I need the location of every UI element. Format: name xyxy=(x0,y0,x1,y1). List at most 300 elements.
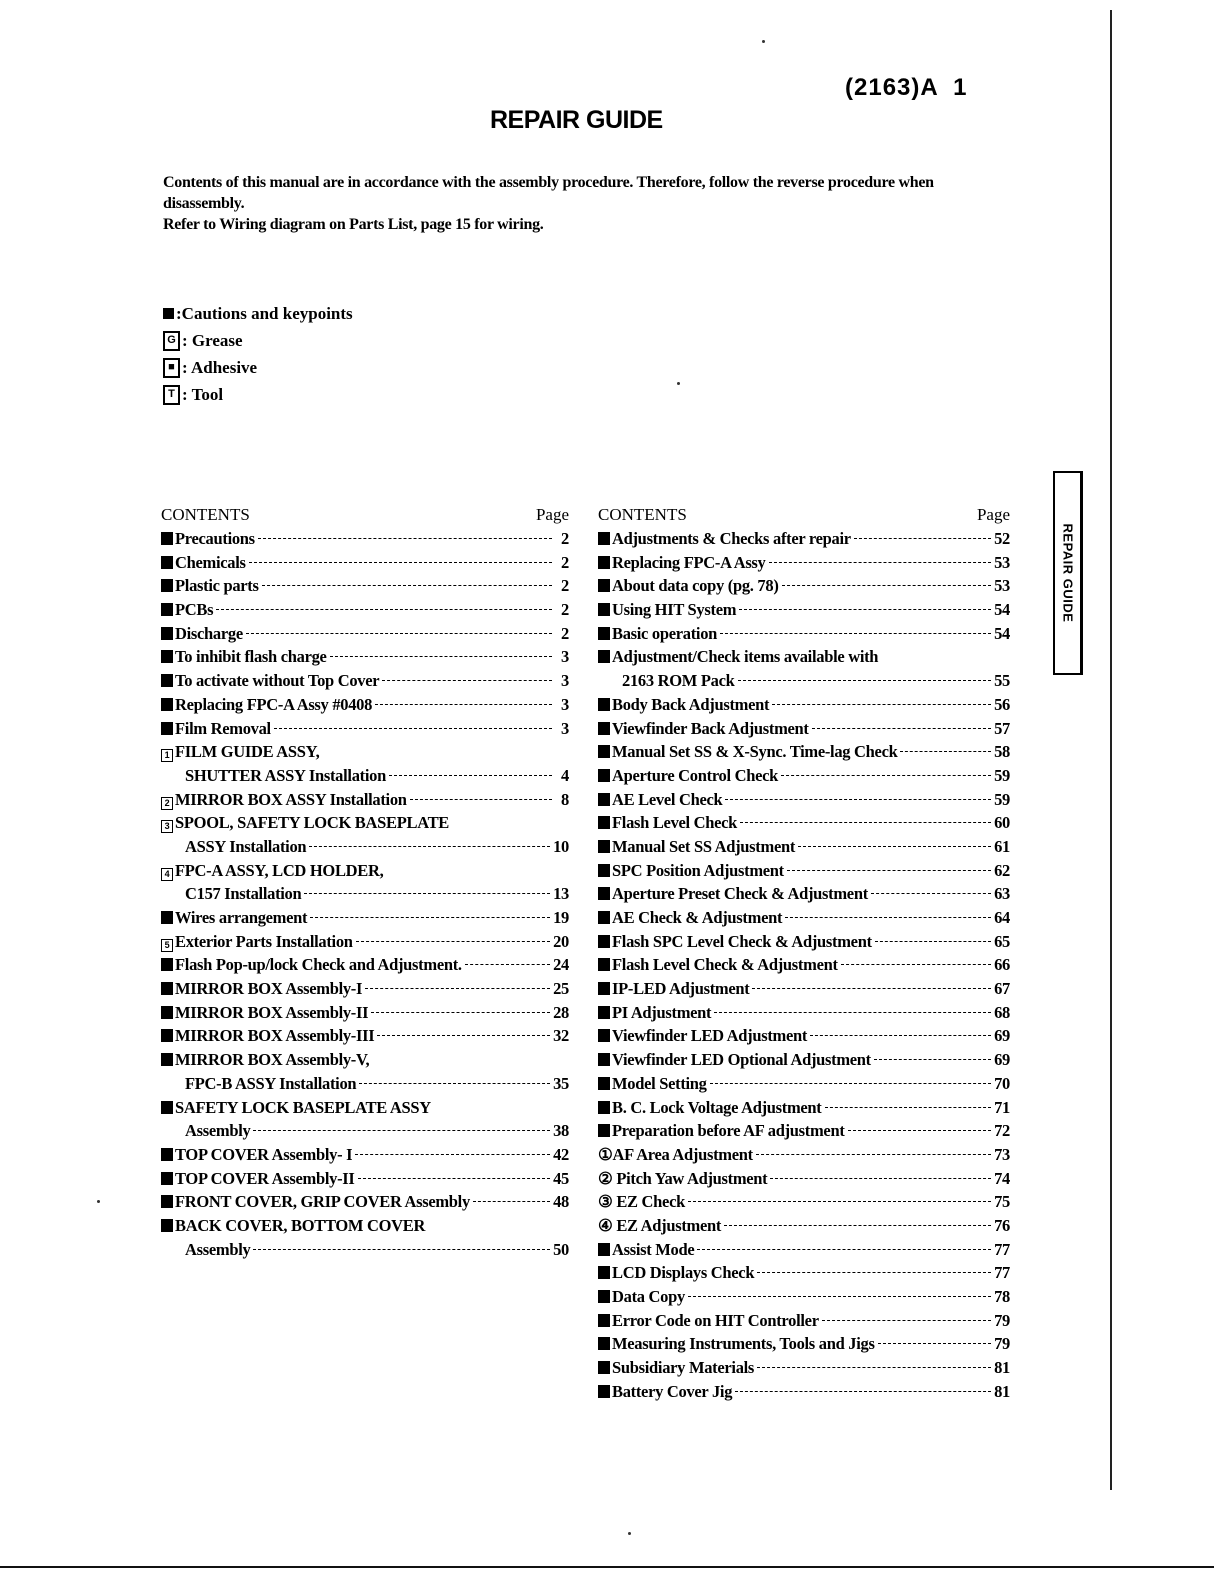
toc-entry-page: 75 xyxy=(994,1192,1010,1212)
toc-entry-label xyxy=(598,955,838,975)
toc-entry-label xyxy=(161,908,307,928)
toc-entry-text: AE Level Check xyxy=(612,789,723,809)
toc-entry xyxy=(161,1145,569,1169)
caution-square-icon xyxy=(161,674,173,687)
toc-entry-text: Manual Set SS Adjustment xyxy=(612,836,796,856)
toc-entry-text: BACK COVER, BOTTOM COVER xyxy=(175,1215,426,1235)
toc-entry xyxy=(598,742,1010,766)
toc-entry-label xyxy=(598,884,868,904)
caution-square-icon xyxy=(598,698,610,711)
caution-square-icon xyxy=(161,722,173,735)
caution-square-icon xyxy=(161,627,173,640)
dot-leader xyxy=(465,964,550,965)
toc-entry-page: 2 xyxy=(561,600,569,620)
toc-entry-label xyxy=(598,1263,754,1283)
toc-entry-label xyxy=(598,1287,685,1307)
toc-entry-text: Assembly xyxy=(185,1121,251,1141)
toc-entry xyxy=(598,1334,1010,1358)
caution-square-icon xyxy=(598,1266,610,1279)
dot-leader xyxy=(697,1249,991,1250)
scan-speck xyxy=(628,1532,631,1535)
toc-entry-text: TOP COVER Assembly-II xyxy=(175,1168,355,1188)
toc-entry-text: Body Back Adjustment xyxy=(612,694,770,714)
caution-square-icon xyxy=(598,1029,610,1042)
toc-entry xyxy=(161,979,569,1003)
toc-entry-label xyxy=(161,884,301,904)
caution-square-icon xyxy=(161,1148,173,1161)
toc-entry-text: To activate without Top Cover xyxy=(175,671,380,691)
toc-entry xyxy=(161,1050,569,1074)
toc-entry-label xyxy=(598,861,784,881)
toc-entry-text: B. C. Lock Voltage Adjustment xyxy=(612,1097,822,1117)
toc-entry xyxy=(598,1358,1010,1382)
caution-square-icon xyxy=(598,627,610,640)
toc-entry-text: Subsidiary Materials xyxy=(612,1358,755,1378)
toc-entry-page: 45 xyxy=(553,1168,569,1188)
dot-leader xyxy=(848,1130,992,1131)
dot-leader xyxy=(772,704,991,705)
toc-entry-page: 57 xyxy=(994,718,1010,738)
toc-entry xyxy=(598,576,1010,600)
scan-speck xyxy=(677,382,680,385)
toc-entry-page: 69 xyxy=(994,1050,1010,1070)
dot-leader xyxy=(330,656,552,657)
caution-square-icon xyxy=(598,1053,610,1066)
toc-entry-page: 3 xyxy=(561,694,569,714)
toc-entry-text: Data Copy xyxy=(612,1287,685,1306)
toc-entry-text: FPC-A ASSY, LCD HOLDER, xyxy=(175,860,384,880)
toc-entry-page: 35 xyxy=(553,1073,569,1093)
toc-entry-text: Replacing FPC-A Assy #0408 xyxy=(175,694,373,714)
toc-entry-text: Exterior Parts Installation xyxy=(175,931,353,951)
toc-entry-label xyxy=(161,1145,352,1165)
dot-leader xyxy=(871,893,991,894)
toc-entry-text: Adjustments & Checks after repair xyxy=(612,529,851,548)
caution-square-icon xyxy=(598,603,610,616)
toc-entry xyxy=(598,1192,1010,1216)
toc-entry-label xyxy=(598,1169,767,1189)
dot-leader xyxy=(739,609,991,610)
caution-square-icon xyxy=(598,1243,610,1256)
toc-entry-page: 56 xyxy=(994,694,1010,714)
toc-entry-page: 76 xyxy=(994,1215,1010,1235)
dot-leader xyxy=(825,1107,992,1108)
toc-entry-label xyxy=(161,1169,355,1189)
dot-leader xyxy=(253,1130,550,1131)
dot-leader xyxy=(841,964,991,965)
toc-entry-text: Viewfinder Back Adjustment xyxy=(612,718,809,738)
caution-square-icon xyxy=(161,911,173,924)
dot-leader xyxy=(725,799,991,800)
contents-left-column xyxy=(161,497,569,1263)
toc-entry-label xyxy=(161,766,386,786)
toc-entry-text: Discharge xyxy=(175,623,243,643)
toc-entry-text: Aperture Control Check xyxy=(612,765,779,785)
dot-leader xyxy=(757,1272,991,1273)
toc-entry xyxy=(598,1121,1010,1145)
dot-leader xyxy=(854,538,991,539)
toc-entry-label xyxy=(161,790,407,810)
caution-square-icon xyxy=(598,887,610,900)
toc-entry xyxy=(161,790,569,814)
legend-adhesive-label: : Adhesive xyxy=(182,358,258,377)
legend-grease-label: : Grease xyxy=(182,331,243,350)
toc-entry-label xyxy=(598,979,749,999)
toc-entry-label xyxy=(598,600,736,620)
contents-left-list xyxy=(161,529,569,1263)
caution-square-icon xyxy=(598,1337,610,1350)
caution-square-icon xyxy=(161,1195,173,1208)
toc-entry-label xyxy=(598,647,878,667)
dot-leader xyxy=(798,846,991,847)
toc-entry-page: 77 xyxy=(994,1263,1010,1283)
scan-edge-right xyxy=(1110,10,1112,1490)
caution-square-icon xyxy=(598,1124,610,1137)
toc-entry-text: MIRROR BOX Assembly-V, xyxy=(175,1050,370,1070)
toc-entry-page: 73 xyxy=(994,1144,1010,1164)
toc-entry-label xyxy=(161,1192,470,1212)
dot-leader xyxy=(359,1083,550,1084)
toc-entry xyxy=(598,1240,1010,1264)
caution-square-icon xyxy=(161,1006,173,1019)
dot-leader xyxy=(714,1012,991,1013)
toc-entry-label xyxy=(161,719,271,739)
toc-entry xyxy=(598,671,1010,695)
dot-leader xyxy=(769,562,992,563)
toc-entry-label xyxy=(598,1240,694,1260)
dot-leader xyxy=(782,585,992,586)
dot-leader xyxy=(310,917,550,918)
side-tab-label: REPAIR GUIDE xyxy=(1060,523,1075,623)
toc-entry-page: 38 xyxy=(553,1121,569,1141)
toc-entry xyxy=(161,1026,569,1050)
toc-entry-page: 77 xyxy=(994,1239,1010,1259)
caution-square-icon xyxy=(598,1077,610,1090)
toc-entry xyxy=(598,1074,1010,1098)
caution-square-icon xyxy=(598,793,610,806)
toc-entry xyxy=(161,529,569,553)
toc-entry-page: 59 xyxy=(994,789,1010,809)
caution-square-icon xyxy=(598,958,610,971)
intro-line-2: Refer to Wiring diagram on Parts List, page 15 for wiring. xyxy=(163,216,544,233)
toc-entry-page: 53 xyxy=(994,576,1010,596)
dot-leader xyxy=(258,538,552,539)
toc-entry-page: 66 xyxy=(994,955,1010,975)
toc-entry-text: C157 Installation xyxy=(185,884,302,904)
grease-icon: G xyxy=(163,331,180,351)
toc-entry-text: MIRROR BOX Assembly-III xyxy=(175,1026,375,1046)
page-heading: Page xyxy=(976,505,1010,524)
caution-square-icon xyxy=(598,1101,610,1114)
toc-entry xyxy=(598,1003,1010,1027)
toc-entry-label xyxy=(598,932,872,952)
toc-entry xyxy=(598,1382,1010,1406)
toc-entry-text: ③ EZ Check xyxy=(598,1192,685,1212)
toc-entry-text: Flash Pop-up/lock Check and Adjustment. xyxy=(175,955,462,975)
toc-entry-page: 61 xyxy=(994,836,1010,856)
toc-entry-label xyxy=(161,576,259,596)
caution-square-icon xyxy=(598,1006,610,1019)
toc-entry-label xyxy=(161,1240,250,1260)
toc-entry-text: Assembly xyxy=(185,1239,251,1259)
dot-leader xyxy=(875,941,991,942)
toc-entry-text: Model Setting xyxy=(612,1073,707,1093)
toc-entry-text: FPC-B ASSY Installation xyxy=(185,1073,357,1093)
toc-entry-label xyxy=(598,813,737,833)
toc-entry-page: 53 xyxy=(994,552,1010,572)
toc-entry-page: 28 xyxy=(553,1002,569,1022)
dot-leader xyxy=(309,846,550,847)
toc-entry-text: Viewfinder LED Adjustment xyxy=(612,1026,808,1046)
toc-entry xyxy=(161,1098,569,1122)
toc-entry-page: 59 xyxy=(994,765,1010,785)
toc-entry-page: 69 xyxy=(994,1026,1010,1046)
toc-entry xyxy=(598,1287,1010,1311)
toc-entry xyxy=(161,576,569,600)
scan-speck xyxy=(762,40,765,43)
toc-entry-page: 2 xyxy=(561,552,569,572)
toc-entry-page: 68 xyxy=(994,1002,1010,1022)
adhesive-icon: ■ xyxy=(163,358,180,378)
toc-entry xyxy=(598,695,1010,719)
dot-leader xyxy=(389,775,552,776)
caution-square-icon xyxy=(598,840,610,853)
toc-entry-page: 52 xyxy=(994,529,1010,548)
dot-leader xyxy=(246,633,552,634)
toc-entry xyxy=(161,553,569,577)
caution-square-icon xyxy=(161,1053,173,1066)
toc-entry-label xyxy=(598,529,851,549)
dot-leader xyxy=(688,1201,991,1202)
toc-entry-text: Chemicals xyxy=(175,552,246,572)
legend-tool xyxy=(163,381,353,408)
toc-entry-text: TOP COVER Assembly- I xyxy=(175,1144,353,1164)
dot-leader xyxy=(812,728,991,729)
toc-entry-page: 54 xyxy=(994,600,1010,620)
toc-entry xyxy=(161,1121,569,1145)
toc-entry xyxy=(161,932,569,956)
toc-entry xyxy=(598,529,1010,553)
toc-entry-text: Wires arrangement xyxy=(175,908,308,927)
toc-entry xyxy=(161,719,569,743)
dot-leader xyxy=(735,1391,991,1392)
toc-entry-label xyxy=(598,1074,707,1094)
toc-entry-text: Viewfinder LED Optional Adjustment xyxy=(612,1050,871,1070)
toc-entry-label xyxy=(161,553,246,573)
toc-entry-text: Flash Level Check & Adjustment xyxy=(612,955,838,975)
contents-heading: CONTENTS xyxy=(161,505,250,524)
toc-entry-label xyxy=(161,955,462,975)
toc-entry-label xyxy=(598,1003,711,1023)
page-heading: Page xyxy=(535,505,569,524)
toc-entry xyxy=(598,1311,1010,1335)
toc-entry-page: 81 xyxy=(994,1381,1010,1401)
toc-entry xyxy=(161,813,569,837)
toc-entry-label xyxy=(598,576,779,596)
toc-entry-page: 13 xyxy=(553,884,569,904)
toc-entry xyxy=(161,1169,569,1193)
dot-leader xyxy=(377,1035,550,1036)
contents-left-header xyxy=(161,497,569,525)
toc-entry-text: SPC Position Adjustment xyxy=(612,860,784,880)
toc-entry-label xyxy=(598,742,897,762)
toc-entry-text: SPOOL, SAFETY LOCK BASEPLATE xyxy=(175,813,449,833)
dot-leader xyxy=(822,1320,991,1321)
toc-entry-label xyxy=(161,1026,374,1046)
toc-entry xyxy=(598,647,1010,671)
toc-entry-label xyxy=(161,647,327,667)
toc-entry xyxy=(161,837,569,861)
dot-leader xyxy=(710,1083,991,1084)
legend-cautions xyxy=(163,300,353,327)
toc-entry xyxy=(161,1240,569,1264)
toc-entry-page: 64 xyxy=(994,908,1010,927)
caution-square-icon xyxy=(598,816,610,829)
toc-entry xyxy=(598,1026,1010,1050)
caution-square-icon xyxy=(598,1290,610,1303)
dot-leader xyxy=(756,1154,991,1155)
toc-entry xyxy=(598,1145,1010,1169)
toc-entry-page: 25 xyxy=(553,979,569,999)
toc-entry-label xyxy=(598,1216,721,1236)
dot-leader xyxy=(473,1201,550,1202)
toc-entry-label xyxy=(598,1192,685,1212)
toc-entry xyxy=(598,884,1010,908)
toc-entry-label xyxy=(598,553,766,573)
toc-entry-text: SAFETY LOCK BASEPLATE ASSY xyxy=(175,1097,431,1117)
toc-entry-text: Assist Mode xyxy=(612,1239,695,1259)
legend-tool-label: : Tool xyxy=(182,385,224,404)
intro-line-1: Contents of this manual are in accordance with the assembly procedure. Therefore, follow the reverse procedure when disassembly. xyxy=(163,174,934,212)
toc-entry-label xyxy=(161,932,353,952)
toc-entry xyxy=(161,1192,569,1216)
toc-entry xyxy=(161,908,569,932)
toc-entry-page: 70 xyxy=(994,1073,1010,1093)
toc-entry xyxy=(161,861,569,885)
toc-entry-page: 24 xyxy=(553,955,569,975)
scan-speck xyxy=(97,1200,100,1203)
legend-cautions-label: :Cautions and keypoints xyxy=(176,304,353,323)
toc-entry-text: ④ EZ Adjustment xyxy=(598,1215,722,1235)
caution-square-icon xyxy=(161,579,173,592)
toc-entry-page: 79 xyxy=(994,1334,1010,1354)
toc-entry xyxy=(598,955,1010,979)
toc-entry xyxy=(598,813,1010,837)
toc-entry-text: Aperture Preset Check & Adjustment xyxy=(612,884,868,904)
section-number-icon: 1 xyxy=(161,749,173,762)
dot-leader xyxy=(720,633,991,634)
toc-entry-text: PI Adjustment xyxy=(612,1002,712,1022)
toc-entry xyxy=(161,1074,569,1098)
toc-entry-label xyxy=(598,1050,871,1070)
toc-entry-label xyxy=(161,1074,356,1094)
caution-square-icon xyxy=(598,769,610,782)
caution-square-icon xyxy=(598,1314,610,1327)
toc-entry-label xyxy=(161,671,379,691)
caution-square-icon xyxy=(598,1361,610,1374)
dot-leader xyxy=(781,775,991,776)
toc-entry-page: 60 xyxy=(994,813,1010,833)
toc-entry-page: 63 xyxy=(994,884,1010,904)
toc-entry-page: 65 xyxy=(994,931,1010,951)
toc-entry-label xyxy=(161,742,320,762)
toc-entry-page: 3 xyxy=(561,671,569,691)
dot-leader xyxy=(770,1178,991,1179)
dot-leader xyxy=(688,1296,991,1297)
caution-square-icon xyxy=(161,1172,173,1185)
dot-leader xyxy=(262,585,552,586)
contents-right-list xyxy=(598,529,1010,1405)
toc-entry-page: 2 xyxy=(561,623,569,643)
toc-entry-page: 81 xyxy=(994,1358,1010,1378)
toc-entry xyxy=(598,1263,1010,1287)
caution-square-icon xyxy=(598,556,610,569)
dot-leader xyxy=(358,1178,551,1179)
toc-entry-label xyxy=(598,1358,754,1378)
toc-entry-page: 78 xyxy=(994,1287,1010,1306)
dot-leader xyxy=(355,1154,550,1155)
toc-entry-label xyxy=(598,790,722,810)
toc-entry-label xyxy=(161,1003,368,1023)
caution-square-icon xyxy=(161,958,173,971)
toc-entry-page: 67 xyxy=(994,979,1010,999)
caution-square-icon xyxy=(598,722,610,735)
dot-leader xyxy=(738,680,992,681)
toc-entry xyxy=(161,671,569,695)
toc-entry-text: MIRROR BOX Assembly-I xyxy=(175,979,363,999)
toc-entry xyxy=(598,719,1010,743)
toc-entry-page: 3 xyxy=(561,718,569,738)
caution-square-icon xyxy=(598,579,610,592)
symbol-legend xyxy=(163,300,353,408)
toc-entry-page: 54 xyxy=(994,623,1010,643)
toc-entry-label xyxy=(598,1145,753,1165)
tool-icon: T xyxy=(163,385,180,405)
toc-entry-text: FILM GUIDE ASSY, xyxy=(175,742,320,762)
dot-leader xyxy=(216,609,552,610)
toc-entry xyxy=(161,766,569,790)
toc-entry-text: Plastic parts xyxy=(175,576,259,596)
caution-square-icon xyxy=(598,864,610,877)
legend-adhesive xyxy=(163,354,353,381)
toc-entry xyxy=(598,1050,1010,1074)
toc-entry-label xyxy=(161,529,255,549)
dot-leader xyxy=(900,751,991,752)
scan-edge-bottom xyxy=(0,1566,1214,1568)
toc-entry-text: MIRROR BOX Assembly-II xyxy=(175,1002,369,1022)
dot-leader xyxy=(740,822,991,823)
repair-guide-side-tab xyxy=(1053,471,1083,675)
toc-entry xyxy=(161,742,569,766)
toc-entry-label xyxy=(161,600,213,620)
toc-entry-text: Battery Cover Jig xyxy=(612,1381,733,1401)
caution-square-icon xyxy=(161,1219,173,1232)
legend-grease xyxy=(163,327,353,354)
toc-entry xyxy=(161,600,569,624)
caution-square-icon xyxy=(598,745,610,758)
toc-entry-page: 50 xyxy=(553,1239,569,1259)
toc-entry-page: 2 xyxy=(561,576,569,596)
page-number: (2163)A 1 xyxy=(845,74,968,101)
toc-entry-label xyxy=(161,979,362,999)
toc-entry-label xyxy=(598,719,809,739)
dot-leader xyxy=(874,1059,991,1060)
toc-entry-text: Film Removal xyxy=(175,718,271,738)
toc-entry-text: Adjustment/Check items available with xyxy=(612,647,879,667)
toc-entry xyxy=(161,1003,569,1027)
dot-leader xyxy=(371,1012,550,1013)
toc-entry xyxy=(598,1098,1010,1122)
